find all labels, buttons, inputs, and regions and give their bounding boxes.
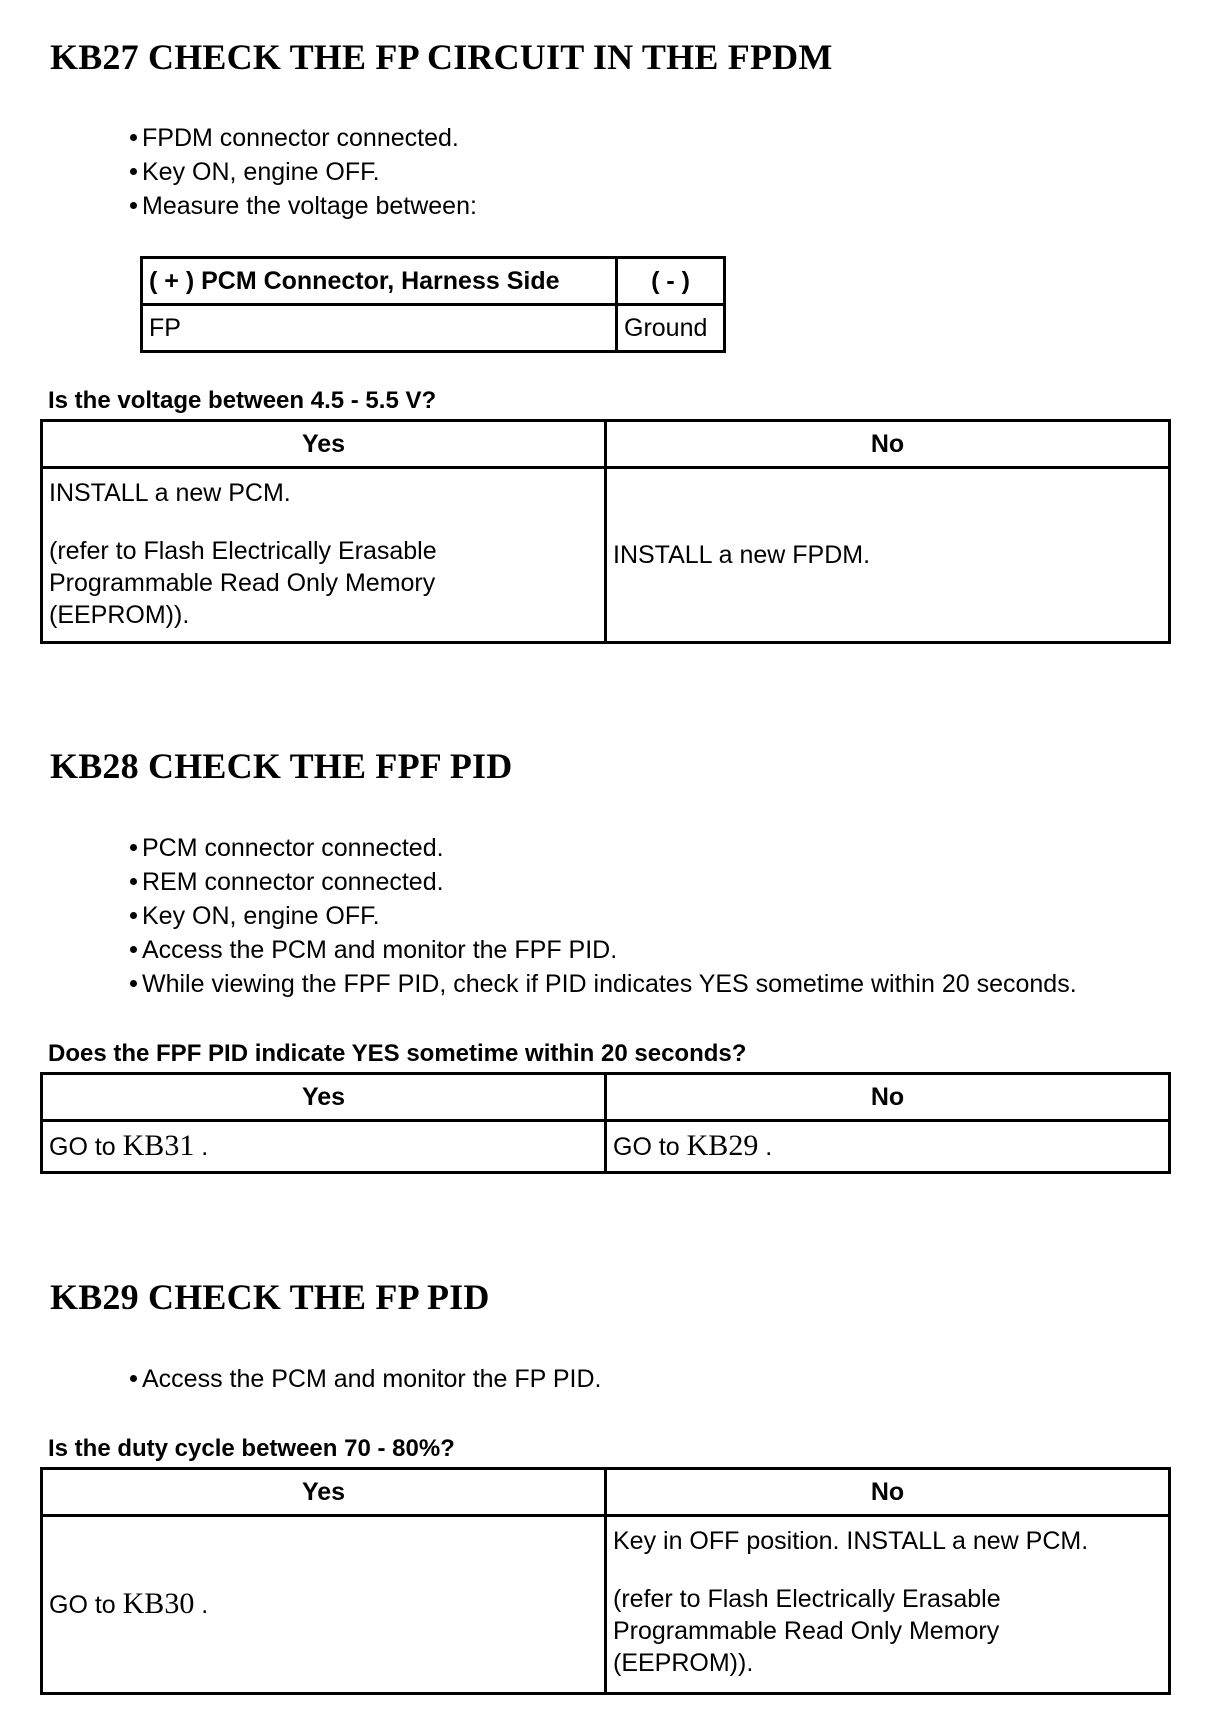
kb28-bullet-list bbox=[130, 831, 1077, 1001]
measure-value-negative: Ground bbox=[617, 305, 725, 352]
bullet-icon bbox=[130, 134, 137, 141]
kb27-yes-cell bbox=[42, 468, 606, 643]
yes-header: Yes bbox=[42, 1469, 606, 1516]
kb29-no-reference: (refer to Flash Electrically Erasable Programmable Read Only Memory (EEPROM)). bbox=[613, 1585, 1001, 1677]
list-item: Key ON, engine OFF. bbox=[130, 899, 1077, 933]
measure-header-positive: ( + ) PCM Connector, Harness Side bbox=[142, 258, 617, 305]
kb28-question: Does the FPF PID indicate YES sometime within 20 seconds? bbox=[48, 1040, 747, 1067]
kb27-measure-table bbox=[140, 256, 726, 353]
kb29-question: Is the duty cycle between 70 - 80%? bbox=[48, 1435, 455, 1462]
bullet-icon bbox=[130, 878, 137, 885]
list-item: Measure the voltage between: bbox=[130, 189, 477, 223]
measure-header-negative: ( - ) bbox=[617, 258, 725, 305]
kb27-bullet-list bbox=[130, 121, 477, 223]
kb29-yes-link[interactable]: KB30 bbox=[122, 1587, 195, 1620]
kb27-no-cell: INSTALL a new FPDM. bbox=[606, 468, 1170, 643]
kb29-yes-cell: GO to KB30 . bbox=[42, 1516, 606, 1694]
list-item: While viewing the FPF PID, check if PID indicates YES sometime within 20 seconds. bbox=[130, 967, 1077, 1001]
kb27-yes-action: INSTALL a new PCM. bbox=[49, 479, 291, 507]
bullet-icon bbox=[130, 844, 137, 851]
bullet-icon bbox=[130, 946, 137, 953]
kb28-no-cell: GO to KB29 . bbox=[606, 1121, 1170, 1173]
no-header: No bbox=[606, 1469, 1170, 1516]
bullet-icon bbox=[130, 168, 137, 175]
kb27-question: Is the voltage between 4.5 - 5.5 V? bbox=[48, 387, 437, 414]
yes-header: Yes bbox=[42, 421, 606, 468]
list-item: Key ON, engine OFF. bbox=[130, 155, 477, 189]
kb29-heading: KB29 CHECK THE FP PID bbox=[50, 1277, 490, 1317]
kb28-yes-cell: GO to KB31 . bbox=[42, 1121, 606, 1173]
list-item: Access the PCM and monitor the FP PID. bbox=[130, 1362, 601, 1396]
kb27-heading: KB27 CHECK THE FP CIRCUIT IN THE FPDM bbox=[50, 37, 833, 77]
kb29-no-action: Key in OFF position. INSTALL a new PCM. bbox=[613, 1527, 1089, 1555]
bullet-icon bbox=[130, 912, 137, 919]
kb28-yes-link[interactable]: KB31 bbox=[122, 1129, 195, 1162]
no-header: No bbox=[606, 1074, 1170, 1121]
kb28-yes-no-table bbox=[40, 1072, 1171, 1174]
bullet-icon bbox=[130, 1375, 137, 1382]
list-item: Access the PCM and monitor the FPF PID. bbox=[130, 933, 1077, 967]
yes-header: Yes bbox=[42, 1074, 606, 1121]
bullet-icon bbox=[130, 202, 137, 209]
measure-value-positive: FP bbox=[142, 305, 617, 352]
bullet-icon bbox=[130, 980, 137, 987]
kb29-yes-no-table bbox=[40, 1467, 1171, 1695]
kb27-yes-no-table bbox=[40, 419, 1171, 644]
kb27-yes-reference: (refer to Flash Electrically Erasable Programmable Read Only Memory (EEPROM)). bbox=[49, 537, 437, 629]
kb28-no-link[interactable]: KB29 bbox=[686, 1129, 759, 1162]
no-header: No bbox=[606, 421, 1170, 468]
list-item: REM connector connected. bbox=[130, 865, 1077, 899]
list-item: FPDM connector connected. bbox=[130, 121, 477, 155]
kb29-no-cell bbox=[606, 1516, 1170, 1694]
list-item: PCM connector connected. bbox=[130, 831, 1077, 865]
kb28-heading: KB28 CHECK THE FPF PID bbox=[50, 746, 513, 786]
kb29-bullet-list bbox=[130, 1362, 601, 1396]
